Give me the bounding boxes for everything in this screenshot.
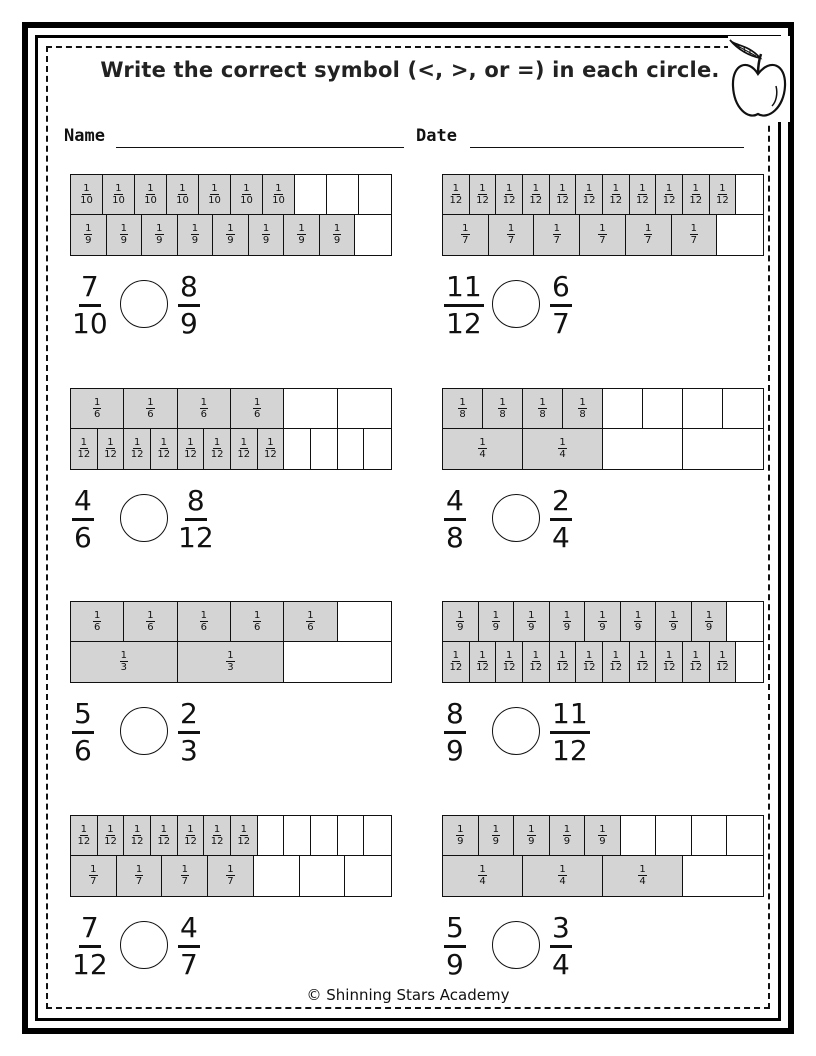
unit-fraction-label: 1 12 [609,183,623,206]
unit-fraction-label: 1 12 [157,437,171,461]
fraction-bar [70,855,392,898]
unit-fraction-label: 1 7 [227,864,234,888]
unit-fraction-label: 1 9 [492,610,499,633]
unit-fraction-label: 1 9 [634,610,642,633]
empty-piece [364,816,391,855]
shaded-piece [124,602,177,641]
answer-circle[interactable] [120,494,168,542]
unit-fraction-label: 1 12 [529,183,543,206]
shaded-piece [603,175,630,214]
unit-fraction-label: 1 12 [237,437,251,461]
shaded-piece [603,856,683,897]
unit-fraction-label: 1 12 [237,824,251,847]
unit-fraction-label: 1 9 [528,610,535,633]
shaded-piece [656,175,683,214]
fraction-bar [442,855,764,898]
unit-fraction-label: 1 8 [499,397,506,420]
unit-fraction-label: 1 12 [582,183,596,206]
unit-fraction-label: 1 12 [210,437,224,461]
unit-fraction-label: 1 4 [479,437,486,461]
shaded-piece [710,175,737,214]
unit-fraction-label: 1 6 [93,397,101,420]
shaded-piece [514,816,550,855]
left-fraction: $\frac{11}{12}$ [446,270,482,340]
right-fraction: $\frac{4}{7}$ [180,911,198,981]
shaded-piece [523,389,563,428]
shaded-piece [443,429,523,470]
shaded-piece [71,175,103,214]
left-fraction: $\frac{5}{6}$ [74,697,92,767]
shaded-piece [178,429,205,470]
right-fraction: $\frac{3}{4}$ [552,911,570,981]
unit-fraction-label: 1 6 [253,610,261,633]
answer-circle[interactable] [120,707,168,755]
shaded-piece [103,175,135,214]
apple-icon [728,36,790,122]
unit-fraction-label: 1 10 [272,183,285,206]
shaded-piece [534,215,580,256]
left-fraction: $\frac{4}{6}$ [74,484,92,554]
left-fraction: $\frac{7}{12}$ [72,911,108,981]
unit-fraction-label: 1 12 [716,183,729,206]
unit-fraction-label: 1 12 [502,183,516,206]
shaded-piece [523,429,603,470]
right-fraction: $\frac{2}{4}$ [552,484,570,554]
shaded-piece [563,389,603,428]
unit-fraction-label: 1 12 [104,437,117,461]
shaded-piece [443,389,483,428]
empty-piece [683,429,763,470]
unit-fraction-label: 1 3 [227,650,234,674]
shaded-piece [683,642,710,683]
unit-fraction-label: 1 12 [662,183,676,206]
unit-fraction-label: 1 12 [662,650,676,674]
unit-fraction-label: 1 3 [120,650,128,674]
unit-fraction-label: 1 4 [559,437,566,461]
unit-fraction-label: 1 9 [528,824,535,847]
unit-fraction-label: 1 12 [636,183,649,206]
unit-fraction-label: 1 9 [227,223,234,247]
shaded-piece [443,856,523,897]
unit-fraction-label: 1 10 [80,183,93,206]
left-fraction: $\frac{8}{9}$ [446,697,464,767]
name-field[interactable] [116,147,404,148]
empty-piece [364,429,391,470]
unit-fraction-label: 1 12 [476,650,489,674]
empty-piece [295,175,327,214]
empty-piece [656,816,692,855]
unit-fraction-label: 1 9 [262,223,270,247]
unit-fraction-label: 1 12 [210,824,224,847]
empty-piece [603,389,643,428]
unit-fraction-label: 1 4 [639,864,646,888]
shaded-piece [443,175,470,214]
unit-fraction-label: 1 10 [144,183,157,206]
shaded-piece [284,215,320,256]
unit-fraction-label: 1 12 [77,437,91,461]
unit-fraction-label: 1 9 [563,610,571,633]
shaded-piece [550,602,586,641]
shaded-piece [514,602,550,641]
unit-fraction-label: 1 12 [689,183,703,206]
shaded-piece [107,215,143,256]
shaded-piece [692,602,728,641]
shaded-piece [585,602,621,641]
shaded-piece [71,429,98,470]
fraction-bar [70,601,392,642]
shaded-piece [580,215,626,256]
unit-fraction-label: 1 12 [529,650,543,674]
unit-fraction-label: 1 9 [670,610,677,633]
unit-fraction-label: 1 12 [157,824,171,847]
right-fraction: $\frac{11}{12}$ [552,697,588,767]
shaded-piece [71,856,117,897]
shaded-piece [71,215,107,256]
empty-piece [338,429,365,470]
unit-fraction-label: 1 12 [77,824,91,847]
shaded-piece [178,816,205,855]
shaded-piece [117,856,163,897]
empty-piece [258,816,285,855]
unit-fraction-label: 1 10 [240,183,253,206]
unit-fraction-label: 1 7 [553,223,560,247]
shaded-piece [263,175,295,214]
shaded-piece [98,816,125,855]
answer-circle[interactable] [492,921,540,969]
empty-piece [284,389,337,428]
shaded-piece [71,389,124,428]
fraction-bar [70,174,392,215]
shaded-piece [199,175,231,214]
shaded-piece [550,175,577,214]
fraction-bar [442,641,764,684]
unit-fraction-label: 1 9 [492,824,499,847]
empty-piece [727,816,763,855]
empty-piece [345,856,391,897]
shaded-piece [672,215,718,256]
fraction-bar [442,174,764,215]
shaded-piece [231,816,258,855]
shaded-piece [124,429,151,470]
empty-piece [284,642,391,683]
shaded-piece [489,215,535,256]
right-fraction: $\frac{6}{7}$ [552,270,570,340]
unit-fraction-label: 1 6 [147,610,154,633]
unit-fraction-label: 1 10 [208,183,221,206]
date-field[interactable] [470,147,744,148]
unit-fraction-label: 1 12 [449,650,463,674]
shaded-piece [167,175,199,214]
unit-fraction-label: 1 12 [556,183,569,206]
shaded-piece [178,642,285,683]
shaded-piece [178,389,231,428]
unit-fraction-label: 1 9 [457,824,464,847]
empty-piece [359,175,391,214]
unit-fraction-label: 1 12 [636,650,649,674]
shaded-piece [443,602,479,641]
empty-piece [355,215,391,256]
empty-piece [727,602,763,641]
unit-fraction-label: 1 7 [690,223,698,247]
fraction-bar [442,388,764,429]
unit-fraction-label: 1 12 [104,824,117,847]
unit-fraction-label: 1 9 [457,610,464,633]
empty-piece [300,856,346,897]
shaded-piece [231,175,263,214]
shaded-piece [585,816,621,855]
answer-circle[interactable] [120,921,168,969]
unit-fraction-label: 1 12 [130,824,144,847]
empty-piece [327,175,359,214]
unit-fraction-label: 1 9 [156,223,163,247]
shaded-piece [124,389,177,428]
shaded-piece [124,816,151,855]
shaded-piece [98,429,125,470]
unit-fraction-label: 1 9 [120,223,127,247]
empty-piece [692,816,728,855]
unit-fraction-label: 1 7 [599,223,606,247]
shaded-piece [470,175,497,214]
answer-circle[interactable] [492,494,540,542]
unit-fraction-label: 1 7 [462,223,469,247]
fraction-bar [70,428,392,471]
shaded-piece [496,642,523,683]
shaded-piece [710,642,737,683]
unit-fraction-label: 1 9 [191,223,199,247]
unit-fraction-label: 1 12 [716,650,729,674]
empty-piece [683,389,723,428]
empty-piece [723,389,763,428]
shaded-piece [576,642,603,683]
unit-fraction-label: 1 12 [449,183,463,206]
shaded-piece [683,175,710,214]
unit-fraction-label: 1 6 [200,397,207,420]
unit-fraction-label: 1 12 [264,437,277,461]
right-fraction: $\frac{8}{9}$ [180,270,198,340]
date-label: Date [416,126,457,146]
unit-fraction-label: 1 12 [502,650,516,674]
left-fraction: $\frac{5}{9}$ [446,911,464,981]
unit-fraction-label: 1 4 [479,864,486,888]
unit-fraction-label: 1 12 [476,183,489,206]
shaded-piece [151,816,178,855]
unit-fraction-label: 1 12 [689,650,703,674]
empty-piece [338,389,391,428]
left-fraction: $\frac{7}{10}$ [72,270,108,340]
shaded-piece [626,215,672,256]
empty-piece [311,429,338,470]
shaded-piece [258,429,285,470]
unit-fraction-label: 1 9 [85,223,92,247]
shaded-piece [443,642,470,683]
unit-fraction-label: 1 7 [135,864,143,888]
unit-fraction-label: 1 12 [556,650,569,674]
fraction-bar [70,641,392,684]
shaded-piece [479,816,515,855]
fraction-bar [70,388,392,429]
shaded-piece [71,816,98,855]
shaded-piece [249,215,285,256]
unit-fraction-label: 1 7 [90,864,97,888]
shaded-piece [621,602,657,641]
unit-fraction-label: 1 12 [184,437,197,461]
unit-fraction-label: 1 9 [705,610,713,633]
shaded-piece [550,642,577,683]
shaded-piece [151,429,178,470]
shaded-piece [231,429,258,470]
empty-piece [603,429,683,470]
shaded-piece [523,175,550,214]
shaded-piece [135,175,167,214]
shaded-piece [204,429,231,470]
shaded-piece [523,856,603,897]
right-fraction: $\frac{2}{3}$ [180,697,198,767]
shaded-piece [550,816,586,855]
empty-piece [338,602,391,641]
unit-fraction-label: 1 4 [559,864,566,888]
unit-fraction-label: 1 8 [579,397,586,420]
unit-fraction-label: 1 7 [644,223,652,247]
shaded-piece [630,175,657,214]
empty-piece [338,816,365,855]
shaded-piece [71,642,178,683]
answer-circle[interactable] [492,707,540,755]
shaded-piece [213,215,249,256]
unit-fraction-label: 1 9 [298,223,305,247]
page-title: Write the correct symbol (<, >, or =) in each circle. [100,58,720,82]
fraction-bar [442,815,764,856]
shaded-piece [470,642,497,683]
shaded-piece [523,642,550,683]
shaded-piece [284,602,337,641]
shaded-piece [320,215,356,256]
right-fraction: $\frac{8}{12}$ [178,484,214,554]
unit-fraction-label: 1 12 [609,650,623,674]
footer-credit: © Shinning Stars Academy [306,986,510,1004]
unit-fraction-label: 1 6 [253,397,261,420]
empty-piece [284,816,311,855]
answer-circle[interactable] [492,280,540,328]
fraction-bar [70,214,392,257]
shaded-piece [656,602,692,641]
empty-piece [736,642,763,683]
empty-piece [621,816,657,855]
shaded-piece [178,602,231,641]
unit-fraction-label: 1 9 [599,610,606,633]
left-fraction: $\frac{4}{8}$ [446,484,464,554]
shaded-piece [656,642,683,683]
shaded-piece [576,175,603,214]
shaded-piece [443,215,489,256]
shaded-piece [204,816,231,855]
unit-fraction-label: 1 10 [112,183,125,206]
unit-fraction-label: 1 10 [176,183,189,206]
shaded-piece [483,389,523,428]
unit-fraction-label: 1 7 [181,864,188,888]
shaded-piece [630,642,657,683]
empty-piece [736,175,763,214]
shaded-piece [496,175,523,214]
shaded-piece [142,215,178,256]
empty-piece [254,856,300,897]
fraction-bar [442,214,764,257]
empty-piece [683,856,763,897]
unit-fraction-label: 1 6 [147,397,154,420]
unit-fraction-label: 1 6 [93,610,101,633]
unit-fraction-label: 1 6 [200,610,207,633]
fraction-bar [442,428,764,471]
shaded-piece [178,215,214,256]
unit-fraction-label: 1 12 [184,824,197,847]
shaded-piece [231,602,284,641]
empty-piece [643,389,683,428]
unit-fraction-label: 1 6 [307,610,314,633]
fraction-bar [70,815,392,856]
shaded-piece [443,816,479,855]
empty-piece [284,429,311,470]
fraction-bar [442,601,764,642]
shaded-piece [71,602,124,641]
unit-fraction-label: 1 12 [582,650,596,674]
shaded-piece [208,856,254,897]
shaded-piece [479,602,515,641]
unit-fraction-label: 1 9 [333,223,341,247]
name-label: Name [64,126,105,146]
unit-fraction-label: 1 8 [459,397,466,420]
unit-fraction-label: 1 12 [130,437,144,461]
shaded-piece [162,856,208,897]
unit-fraction-label: 1 9 [563,824,571,847]
unit-fraction-label: 1 9 [599,824,606,847]
answer-circle[interactable] [120,280,168,328]
shaded-piece [231,389,284,428]
empty-piece [311,816,338,855]
unit-fraction-label: 1 8 [539,397,546,420]
shaded-piece [603,642,630,683]
unit-fraction-label: 1 7 [507,223,515,247]
empty-piece [717,215,763,256]
